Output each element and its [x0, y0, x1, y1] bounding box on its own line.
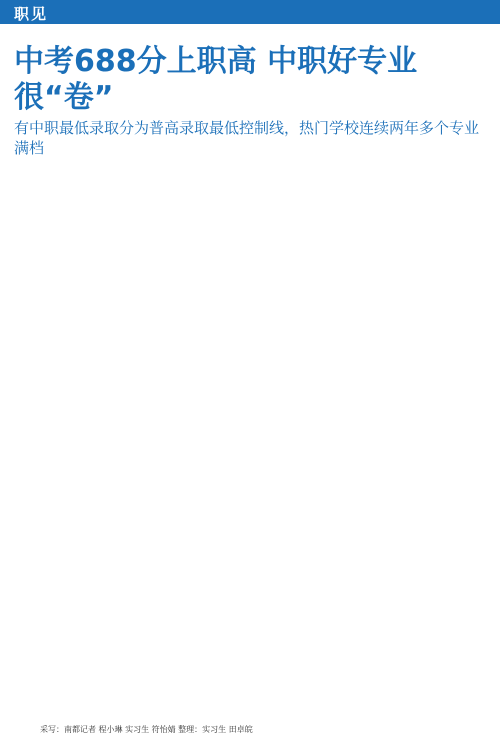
masthead [0, 0, 500, 24]
page-headline: 中考688分上职高 中职好专业很“卷” [14, 44, 418, 115]
section-label: 职见 [14, 5, 49, 23]
page-subhead: 有中职最低录取分为普高录取最低控制线，热门学校连续两年多个专业满档 [14, 119, 480, 157]
byline: 采写：南都记者 程小琳 实习生 符怡婧 整理：实习生 田卓皖 [40, 725, 253, 734]
